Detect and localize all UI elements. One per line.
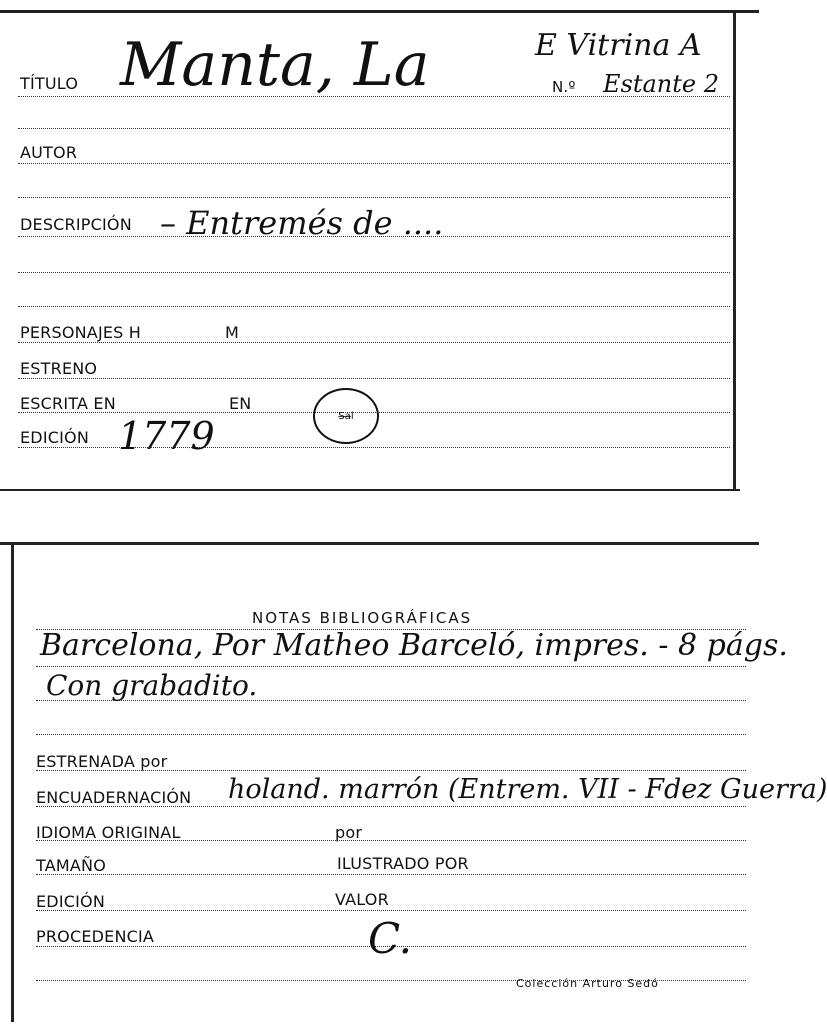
handwritten-titulo: Manta, La <box>120 30 430 100</box>
label-idioma-original: IDIOMA ORIGINAL <box>36 823 181 842</box>
handwritten-notas-line1: Barcelona, Por Matheo Barceló, impres. - 8 págs. <box>40 628 788 663</box>
label-numero: N.º <box>552 78 576 96</box>
back-card-top-border <box>0 542 759 545</box>
rule-autor <box>18 163 730 164</box>
label-procedencia: PROCEDENCIA <box>36 927 155 946</box>
collection-note: Colección Arturo Sedó <box>516 977 659 990</box>
handwritten-notas-line2: Con grabadito. <box>46 669 258 702</box>
rule-estreno <box>18 378 730 379</box>
label-estrenada-por: ESTRENADA por <box>36 752 168 771</box>
label-ilustrado-por: ILUSTRADO POR <box>337 854 469 873</box>
label-encuadernacion: ENCUADERNACIÓN <box>36 788 192 807</box>
catalog-card-front <box>0 0 759 494</box>
library-stamp <box>313 388 379 444</box>
label-por: por <box>335 823 363 842</box>
rule-notas-3 <box>36 734 746 735</box>
label-en: EN <box>229 394 252 413</box>
label-escrita-en: ESCRITA EN <box>20 394 116 413</box>
rule-personajes <box>18 342 730 343</box>
label-descripcion: DESCRIPCIÓN <box>20 215 132 234</box>
rule-3 <box>18 272 730 273</box>
label-valor: VALOR <box>335 890 389 909</box>
card-bottom-border <box>0 489 740 491</box>
stamp-text: S̶a̶l <box>338 410 354 422</box>
handwritten-encuadernacion: holand. marrón (Entrem. VII - Fdez Guerra) <box>228 774 827 805</box>
handwritten-edicion: 1779 <box>118 414 215 458</box>
label-autor: AUTOR <box>20 143 78 162</box>
handwritten-descripcion: – Entremés de .... <box>160 204 444 242</box>
label-edicion: EDICIÓN <box>20 428 90 447</box>
label-personajes-m: M <box>225 323 240 342</box>
label-personajes-h: PERSONAJES H <box>20 323 142 342</box>
rule-notas-1 <box>36 666 746 667</box>
rule-tamano <box>36 874 746 875</box>
label-tamano: TAMAÑO <box>36 856 106 875</box>
rule-edicion <box>36 910 746 911</box>
rule-1 <box>18 128 730 129</box>
card-right-border <box>733 10 736 490</box>
handwritten-procedencia-mark: C. <box>368 914 412 963</box>
catalog-card-back <box>0 536 827 1028</box>
rule-2 <box>18 197 730 198</box>
back-card-left-border <box>11 542 14 1022</box>
heading-notas-bibliograficas: NOTAS BIBLIOGRÁFICAS <box>252 609 473 627</box>
rule-4 <box>18 306 730 307</box>
label-estreno: ESTRENO <box>20 359 98 378</box>
handwritten-estante: Estante 2 <box>603 70 719 98</box>
label-titulo: TÍTULO <box>20 74 79 93</box>
label-edicion-back: EDICIÓN <box>36 892 106 911</box>
card-top-border <box>0 10 759 13</box>
handwritten-vitrina: E Vitrina A <box>535 28 702 63</box>
